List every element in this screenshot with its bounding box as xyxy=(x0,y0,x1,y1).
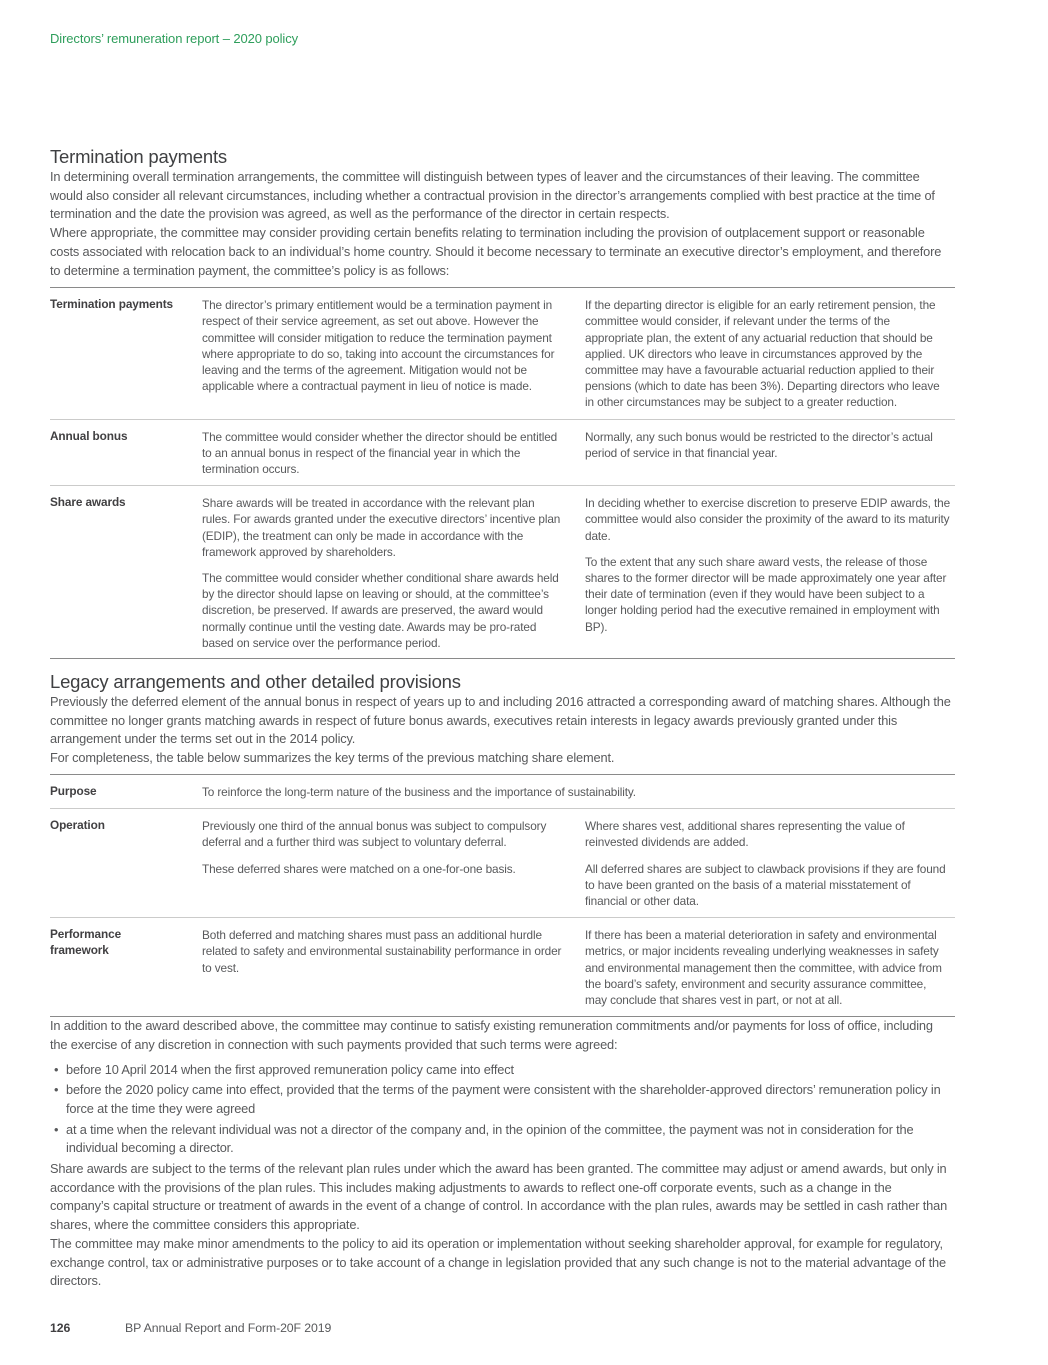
table-row-performance-framework xyxy=(50,918,955,1016)
cell-paragraph: To reinforce the long-term nature of the business and the importance of sustainability. xyxy=(202,784,636,799)
table-row-purpose xyxy=(50,775,955,809)
paragraph-legacy-intro-2: For completeness, the table below summarizes the key terms of the previous matching share element. xyxy=(50,750,615,766)
agreed-terms-bullet-list xyxy=(50,1061,955,1159)
row-cell-secondary xyxy=(585,420,955,486)
paragraph-legacy-intro-1: Previously the deferred element of the annual bonus in respect of years up to and including 2016 attracted a corresponding award of matching shares. Although the committee no longer grants matching awards in respect of future bonus awards, executives retain interests in legacy awards previously granted under this arrangement under the terms set out in the 2014 policy. xyxy=(50,694,951,747)
cell-paragraph: Share awards will be treated in accordance with the relevant plan rules. For awards granted under the executive directors’ incentive plan (EDIP), the treatment can only be made in accordance with the framework approved by shareholders. xyxy=(202,496,561,559)
paragraph-minor-amendments: The committee may make minor amendments to the policy to aid its operation or implementation without seeking shareholder approval, for example for regulatory, exchange control, tax or administrative purposes or to take account of a change in legislation provided that any such change is not to the material advantage of the directors. xyxy=(50,1235,946,1289)
cell-paragraph: In deciding whether to exercise discretion to preserve EDIP awards, the committee would also consider the proximity of the award to its maturity date. xyxy=(585,496,951,543)
row-label: Operation xyxy=(50,818,105,833)
row-label: Performance framework xyxy=(50,927,122,957)
running-header: Directors’ remuneration report – 2020 policy xyxy=(50,31,299,46)
cell-paragraph: If the departing director is eligible for an early retirement pension, the committee would consider, if relevant under the terms of the appropriate plan, the extent of any actuarial reduction that should be applied. UK directors who leave in circumstances approved by the committee may have a favourable actuarial reduction applied to their pensions (which to date has been 3%). Departing directors who leave in other circumstances may be subject to a greater reduction. xyxy=(585,298,940,410)
cell-paragraph: Normally, any such bonus would be restricted to the director’s actual period of service in that financial year. xyxy=(585,429,933,460)
page-footer xyxy=(50,1320,955,1336)
row-label: Termination payments xyxy=(50,297,173,312)
paragraph-additional-awards: In addition to the award described above, the committee may continue to satisfy existing remuneration commitments and/or payments for loss of office, including the exercise of any discretion in connection with such payments provided that such terms were agreed: xyxy=(50,1018,933,1052)
cell-paragraph: Previously one third of the annual bonus was subject to compulsory deferral and a further third was subject to voluntary deferral. xyxy=(202,819,547,850)
cell-paragraph: Both deferred and matching shares must pass an additional hurdle related to safety and environmental sustainability performance in order to vest. xyxy=(202,928,562,975)
cell-paragraph: The committee would consider whether conditional share awards held by the director should lapse on leaving or should, at the committee’s discretion, be preserved. If awards are preserved, the award would normally continue until the vesting date. Awards may be pro-rated based on service over the performance period. xyxy=(202,571,559,650)
row-cell-secondary xyxy=(585,486,955,658)
bullet-item: • before the 2020 policy came into effect, provided that the terms of the payment were consistent with the shareholder-approved directors’ remuneration policy in force at the time they were agreed xyxy=(50,1081,955,1118)
row-cell-secondary xyxy=(585,918,955,1016)
page-number: 126 xyxy=(50,1321,71,1335)
cell-paragraph: The committee would consider whether the director should be entitled to an annual bonus in respect of the financial year in which the termination occurs. xyxy=(202,429,558,477)
matching-share-table xyxy=(50,774,955,1017)
section-title-termination-payments: Termination payments xyxy=(50,146,227,167)
bullet-item: • before 10 April 2014 when the first approved remuneration policy came into effect xyxy=(50,1061,955,1080)
cell-paragraph: The director’s primary entitlement would be a termination payment in respect of their service agreement, as set out above. However the committee will consider mitigation to reduce the termination payment where appropriate to do so, taking into account the circumstances for leaving and the terms of the agreement. Mitigation would not be applicable where a contractual payment in lieu of notice is made. xyxy=(202,298,555,394)
table-row-annual-bonus xyxy=(50,420,955,487)
paragraph-termination-intro-1: In determining overall termination arrangements, the committee will distinguish between types of leaver and the circumstances of their leaving. The committee would also consider all relevant circumstances, including whether a contractual provision in the director’s arrangements complied with best practice at the time of termination and the date the provision was agreed, as well as the performance of the director in certain respects. xyxy=(50,169,935,222)
table-row-operation xyxy=(50,809,955,918)
row-cell-primary xyxy=(202,809,585,917)
page-content xyxy=(50,0,955,1291)
cell-paragraph: All deferred shares are subject to clawback provisions if they are found to have been granted on the basis of a material misstatement of financial or other data. xyxy=(585,861,946,908)
cell-paragraph: These deferred shares were matched on a one-for-one basis. xyxy=(202,861,516,876)
paragraph-plan-rules: Share awards are subject to the terms of the relevant plan rules under which the award has been granted. The committee may adjust or amend awards, but only in accordance with the provisions of the plan rules. This includes making adjustments to awards to reflect one-off corporate events, such as a change in the company’s capital structure or treatment of awards in the event of a change of control. In accordance with the plan rules, awards may be settled in cash rather than shares, where the committee considers this appropriate. xyxy=(50,1161,948,1233)
row-cell-secondary xyxy=(585,809,955,917)
termination-policy-table xyxy=(50,287,955,659)
footer-report-title: BP Annual Report and Form-20F 2019 xyxy=(125,1321,332,1335)
row-cell-primary xyxy=(202,918,585,1016)
row-label: Annual bonus xyxy=(50,428,128,443)
row-cell-primary xyxy=(202,420,585,486)
row-label: Purpose xyxy=(50,783,97,798)
table-row-termination-payments xyxy=(50,288,955,419)
cell-paragraph: Where shares vest, additional shares representing the value of reinvested dividends are added. xyxy=(585,819,905,850)
row-label: Share awards xyxy=(50,495,126,510)
row-cell-full xyxy=(202,775,955,808)
table-row-share-awards xyxy=(50,486,955,658)
row-cell-primary xyxy=(202,288,585,418)
row-cell-primary xyxy=(202,486,585,658)
bullet-item: • at a time when the relevant individual was not a director of the company and, in the opinion of the committee, the payment was not in consideration for the individual becoming a director. xyxy=(50,1121,955,1158)
cell-paragraph: If there has been a material deterioration in safety and environmental metrics, or major incidents revealing underlying weaknesses in safety and environmental management then the committee, with advice from the board’s safety, environment and security assurance committee, may conclude that shares vest in part, or not at all. xyxy=(585,928,942,1007)
section-title-legacy-arrangements: Legacy arrangements and other detailed provisions xyxy=(50,671,461,693)
row-cell-secondary xyxy=(585,288,955,418)
paragraph-termination-intro-2: Where appropriate, the committee may consider providing certain benefits relating to termination including the provision of outplacement support or reasonable costs associated with relocation back to an individual’s home country. Should it become necessary to terminate an executive director’s employment, and therefore to determine a termination payment, the committee’s policy is as follows: xyxy=(50,225,942,278)
cell-paragraph: To the extent that any such share award vests, the release of those shares to the former director will be made approximately one year after their date of termination (even if they would have been subject to a longer holding period had the executive remained in employment with BP). xyxy=(585,554,947,634)
